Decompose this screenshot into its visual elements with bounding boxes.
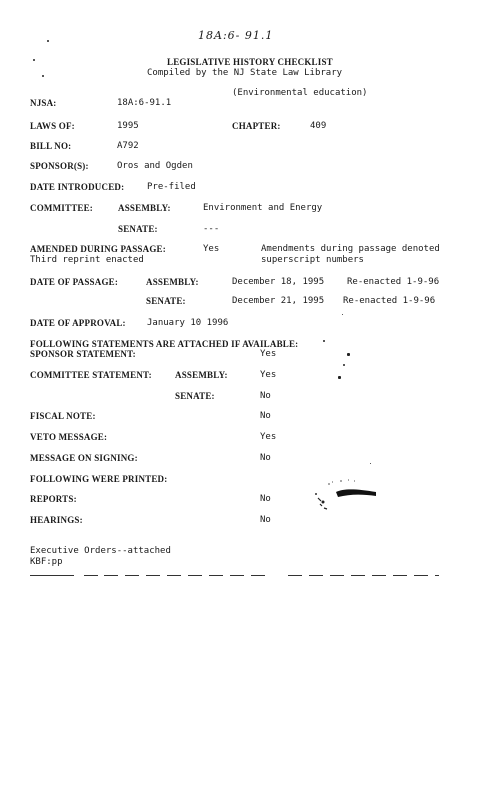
message-on-signing-value: No (260, 453, 271, 463)
amended-value: Yes (203, 244, 220, 254)
veto-message-value: Yes (260, 432, 277, 442)
sponsor-statement-value: Yes (260, 349, 277, 359)
passage-senate-note: Re-enacted 1-9-96 (343, 296, 436, 306)
date-of-passage-label: DATE OF PASSAGE: (30, 277, 119, 287)
ink-smudge (310, 478, 390, 514)
chapter-value: 409 (310, 121, 327, 131)
passage-assembly-note: Re-enacted 1-9-96 (347, 277, 440, 287)
date-introduced-label: DATE INTRODUCED: (30, 182, 125, 192)
third-reprint-note: Third reprint enacted (30, 255, 144, 265)
committee-senate-value: --- (203, 224, 220, 234)
fiscal-note-label: FISCAL NOTE: (30, 411, 96, 421)
reports-value: No (260, 494, 271, 504)
hearings-value: No (260, 515, 271, 525)
executive-orders-note: Executive Orders--attached (30, 546, 171, 556)
bill-no-label: BILL NO: (30, 141, 72, 151)
committee-statement-assembly-label: ASSEMBLY: (175, 370, 228, 380)
committee-statement-senate-label: SENATE: (175, 391, 215, 401)
amended-label: AMENDED DURING PASSAGE: (30, 244, 166, 254)
veto-message-label: VETO MESSAGE: (30, 432, 108, 442)
date-of-approval-value: January 10 1996 (147, 318, 229, 328)
committee-senate-label: SENATE: (118, 224, 158, 234)
laws-of-label: LAWS OF: (30, 121, 75, 131)
following-statements-heading: FOLLOWING STATEMENTS ARE ATTACHED IF AVAILABLE: (30, 339, 299, 349)
passage-assembly-date: December 18, 1995 (232, 277, 325, 287)
date-of-approval-label: DATE OF APPROVAL: (30, 318, 126, 328)
committee-statement-assembly-value: Yes (260, 370, 277, 380)
sponsors-label: SPONSOR(S): (30, 161, 89, 171)
reports-label: REPORTS: (30, 494, 77, 504)
amended-note-line-2: superscript numbers (261, 255, 364, 265)
document-subtitle: Compiled by the NJ State Law Library (147, 68, 343, 78)
topic-note: (Environmental education) (232, 88, 368, 98)
committee-label: COMMITTEE: (30, 203, 94, 213)
committee-assembly-label: ASSEMBLY: (118, 203, 171, 213)
date-introduced-value: Pre-filed (147, 182, 196, 192)
handwritten-reference: 18A:6- 91.1 (198, 29, 274, 42)
amended-note-line-1: Amendments during passage denoted (261, 244, 440, 254)
passage-senate-label: SENATE: (146, 296, 186, 306)
bill-no-value: A792 (117, 141, 139, 151)
message-on-signing-label: MESSAGE ON SIGNING: (30, 453, 138, 463)
laws-of-value: 1995 (117, 121, 139, 131)
sponsor-statement-label: SPONSOR STATEMENT: (30, 349, 136, 359)
fiscal-note-value: No (260, 411, 271, 421)
njsa-value: 18A:6-91.1 (117, 98, 172, 108)
sponsors-value: Oros and Ogden (117, 161, 193, 171)
committee-statement-label: COMMITTEE STATEMENT: (30, 370, 152, 380)
committee-statement-senate-value: No (260, 391, 271, 401)
njsa-label: NJSA: (30, 98, 57, 108)
chapter-label: CHAPTER: (232, 121, 281, 131)
committee-assembly-value: Environment and Energy (203, 203, 323, 213)
passage-senate-date: December 21, 1995 (232, 296, 325, 306)
document-title: LEGISLATIVE HISTORY CHECKLIST (167, 57, 333, 67)
initials: KBF:pp (30, 557, 63, 567)
passage-assembly-label: ASSEMBLY: (146, 277, 199, 287)
hearings-label: HEARINGS: (30, 515, 83, 525)
following-printed-heading: FOLLOWING WERE PRINTED: (30, 474, 168, 484)
